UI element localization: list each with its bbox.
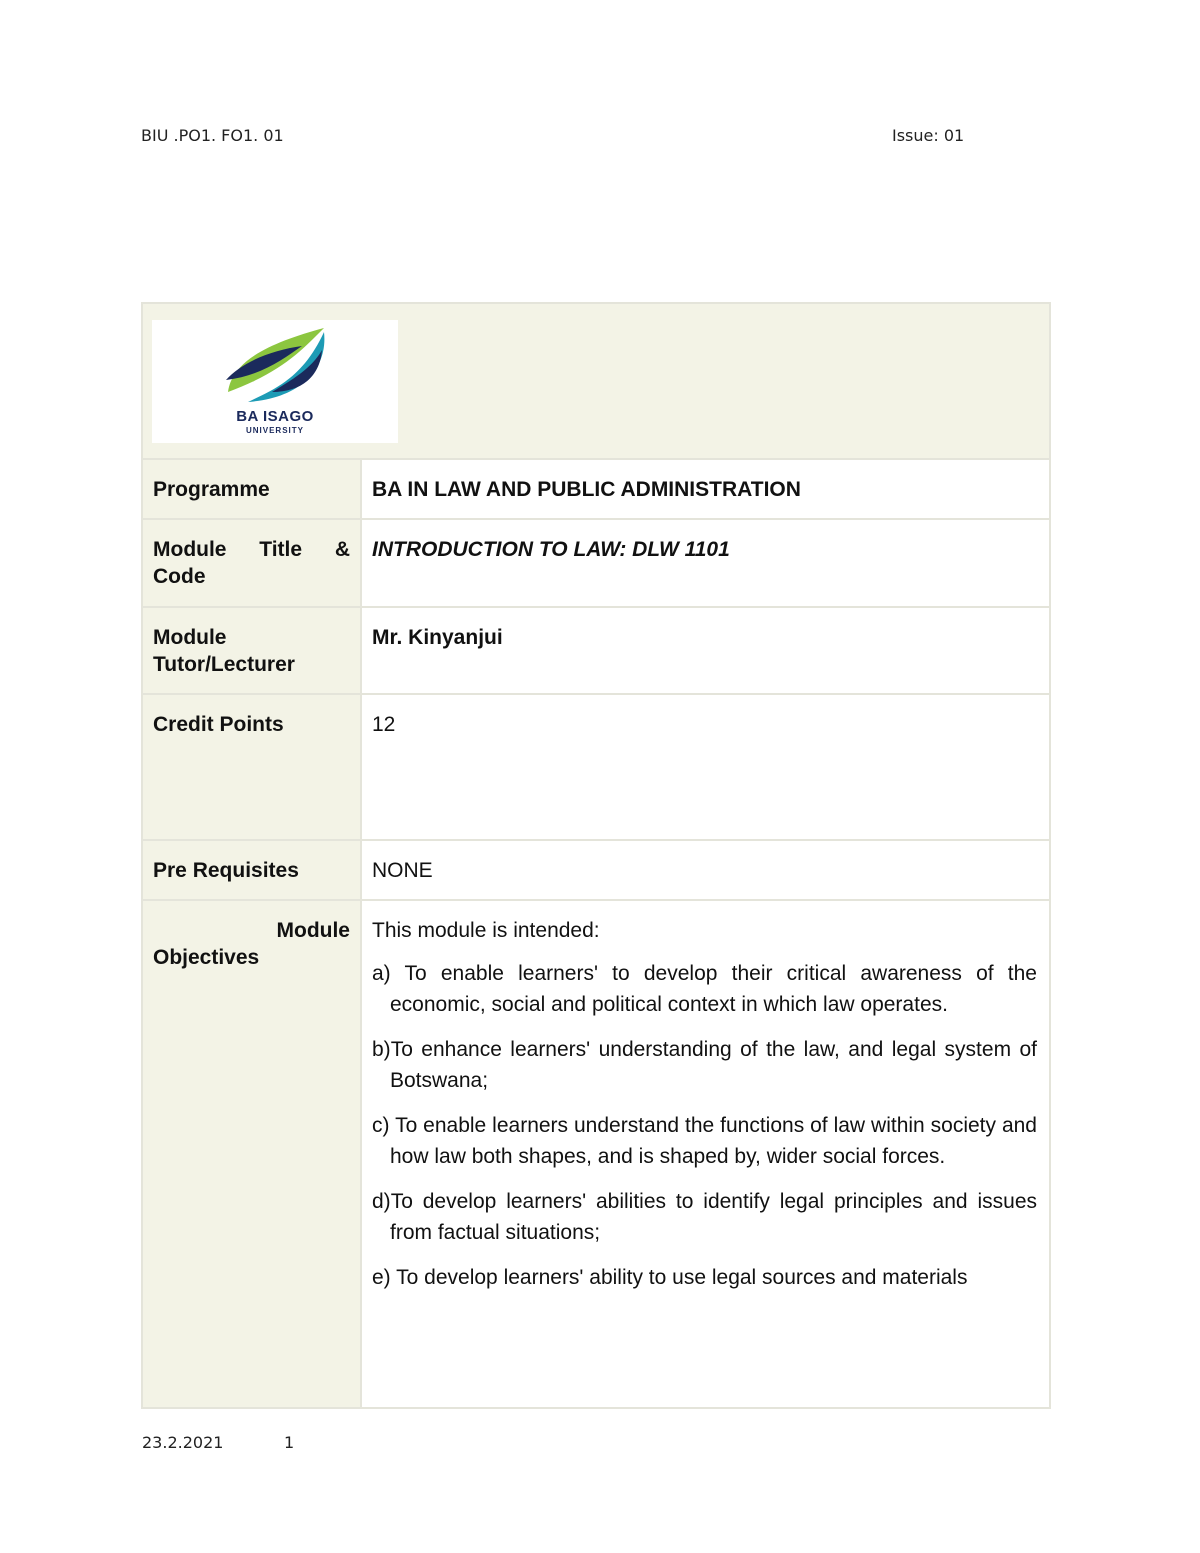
module-title-label-word4: Code [153,565,206,588]
objective-marker: c) [372,1114,390,1137]
objective-text: To develop learners' abilities to identify legal principles and issues from factual situations; [390,1190,1037,1244]
module-title-row [142,519,1050,607]
tutor-value: Mr. Kinyanjui [361,607,1050,694]
programme-value: BA IN LAW AND PUBLIC ADMINISTRATION [361,459,1050,519]
document-code: BIU .PO1. FO1. 01 [141,126,284,145]
objective-marker: d) [372,1190,391,1213]
logo-subtitle: UNIVERSITY [245,426,304,435]
university-logo [152,320,398,443]
tutor-label-line2: Tutor/Lecturer [153,653,295,676]
objectives-row [142,900,1050,1408]
module-descriptor-table [141,302,1051,1409]
objectives-label [142,900,361,1408]
objective-text: To enhance learners' understanding of the law, and legal system of Botswana; [390,1038,1037,1092]
logo-row [142,303,1050,459]
objective-text: To enable learners understand the functions of law within society and how law both shapes, and is shaped by, wider social forces. [390,1114,1037,1168]
prerequisites-value: NONE [361,840,1050,900]
tutor-label-line1: Module [153,626,227,649]
objective-item [372,958,1037,1020]
credit-points-label: Credit Points [142,694,361,840]
prerequisites-label: Pre Requisites [142,840,361,900]
logo-name: BA ISAGO [236,408,314,425]
objective-item [372,1110,1037,1172]
objective-item [372,1262,1037,1293]
credit-points-row [142,694,1050,840]
footer-date: 23.2.2021 [142,1433,224,1452]
objectives-label-line1: Module [276,919,350,942]
programme-label: Programme [142,459,361,519]
objectives-label-line2: Objectives [153,946,260,969]
objective-text: To develop learners' ability to use legal sources and materials [396,1266,968,1289]
tutor-label [142,607,361,694]
objectives-value [361,900,1050,1408]
programme-row [142,459,1050,519]
issue-number: Issue: 01 [892,126,965,145]
module-title-label-word3: & [334,538,350,561]
objective-text: To enable learners' to develop their critical awareness of the economic, social and political context in which law operates. [390,962,1037,1016]
objective-marker: e) [372,1266,391,1289]
objective-marker: b) [372,1038,391,1061]
tutor-row [142,607,1050,694]
leaf-emblem-icon [152,320,398,410]
prerequisites-row [142,840,1050,900]
objectives-intro: This module is intended: [372,919,600,942]
credit-points-value: 12 [361,694,1050,840]
module-title-label-word1: Module [153,538,227,561]
module-title-value: INTRODUCTION TO LAW: DLW 1101 [361,519,1050,607]
page-number: 1 [284,1433,295,1452]
objective-item [372,1034,1037,1096]
objective-marker: a) [372,962,391,985]
module-title-label-word2: Title [259,538,303,561]
module-title-label [142,519,361,607]
objective-item [372,1186,1037,1248]
logo-cell [142,303,1050,459]
